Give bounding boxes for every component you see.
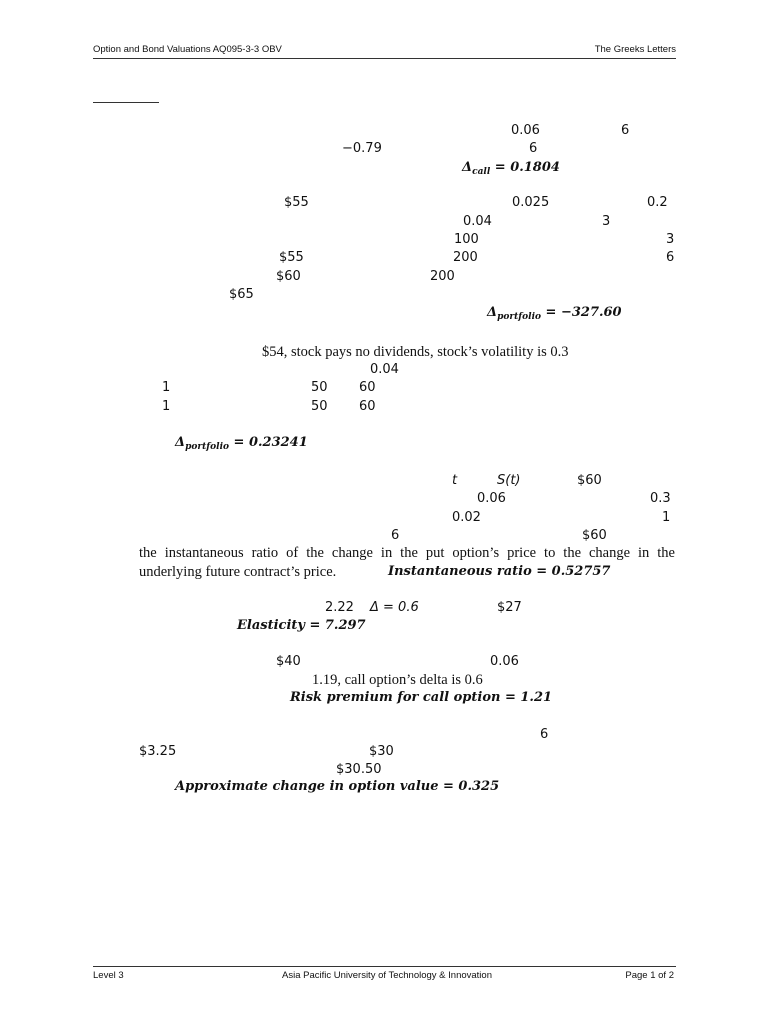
q2-value-strike-3: $65 [229, 287, 254, 302]
q3-value-r2c3: 60 [359, 399, 376, 414]
q3-value-r2c2: 50 [311, 399, 328, 414]
q2-value-strike-1: $55 [279, 250, 304, 265]
footer-university: Asia Pacific University of Technology & Innovation [282, 970, 492, 981]
q2-value-months: 3 [602, 214, 611, 229]
q4-symbol-t: t [452, 473, 458, 488]
q6-value-price: $40 [276, 654, 301, 669]
q2-value-stock-price: $55 [284, 195, 309, 210]
q3-value-r2c1: 1 [162, 399, 171, 414]
q7-answer: Approximate change in option value = 0.325 [175, 779, 500, 794]
q4-value-volatility: 0.3 [650, 491, 671, 506]
q2-value-qty-3: 200 [430, 269, 455, 284]
q3-value-r1c3: 60 [359, 380, 376, 395]
header-divider [93, 58, 676, 59]
q4-value-rate: 0.06 [477, 491, 506, 506]
q2-value-dividend: 0.025 [512, 195, 550, 210]
q2-value-volatility: 0.2 [647, 195, 668, 210]
q4-answer: Instantaneous ratio = 0.52757 [388, 564, 611, 579]
q2-value-strike-2: $60 [276, 269, 301, 284]
q6-answer: Risk premium for call option = 1.21 [290, 690, 553, 705]
footer-divider [93, 966, 676, 967]
q6-text-line: 1.19, call option’s delta is 0.6 [312, 672, 483, 688]
q4-value-strike: $60 [582, 528, 607, 543]
q7-value-new-price: $30.50 [336, 762, 382, 777]
q4-value-dividend: 0.02 [452, 510, 481, 525]
q3-value-r1c2: 50 [311, 380, 328, 395]
q3-text-line: $54, stock pays no dividends, stock’s volatility is 0.3 [262, 344, 569, 360]
q2-value-months-2: 6 [666, 250, 675, 265]
q1-value-rate: 0.06 [511, 123, 540, 138]
q2-value-qty-1: 100 [454, 232, 479, 247]
q1-value-months-2: 6 [529, 141, 538, 156]
q2-answer: $\Delta_{portfolio} = -327.60$ [487, 305, 622, 322]
q4-text-line-1: the instantaneous ratio of the change in the put option’s price to the change in the [139, 545, 675, 561]
q2-value-qty-2: 200 [453, 250, 478, 265]
header-course-title: Option and Bond Valuations AQ095-3-3 OBV [93, 44, 282, 55]
q5-value-price: $27 [497, 600, 522, 615]
q3-value-r1c1: 1 [162, 380, 171, 395]
q7-value-option-price: $3.25 [139, 744, 177, 759]
q5-value-ratio: 2.22 [325, 600, 354, 615]
q2-value-months-1: 3 [666, 232, 675, 247]
q3-answer: $\Delta_{portfolio} = 0.23241$ [175, 435, 308, 452]
footer-level: Level 3 [93, 970, 124, 981]
q4-value-months: 6 [391, 528, 400, 543]
q4-symbol-st: S(t) [497, 473, 521, 488]
footer-page-number: Page 1 of 2 [625, 970, 674, 981]
q5-value-delta: Δ = 0.6 [370, 600, 419, 615]
q7-value-months: 6 [540, 727, 549, 742]
q3-value-rate: 0.04 [370, 362, 399, 377]
heading-underline [93, 102, 159, 103]
header-topic-title: The Greeks Letters [594, 44, 676, 55]
q4-value-year: 1 [662, 510, 671, 525]
q4-text-line-2: underlying future contract’s price. [139, 564, 337, 580]
q1-answer: $\Delta_{call} = 0.1804$ [462, 160, 560, 177]
q1-value-months: 6 [621, 123, 630, 138]
q1-value-delta-put: −0.79 [342, 141, 382, 156]
q2-value-rate: 0.04 [463, 214, 492, 229]
q5-answer: Elasticity = 7.297 [237, 618, 366, 633]
q4-value-price: $60 [577, 473, 602, 488]
q7-value-stock-price: $30 [369, 744, 394, 759]
q6-value-rate: 0.06 [490, 654, 519, 669]
